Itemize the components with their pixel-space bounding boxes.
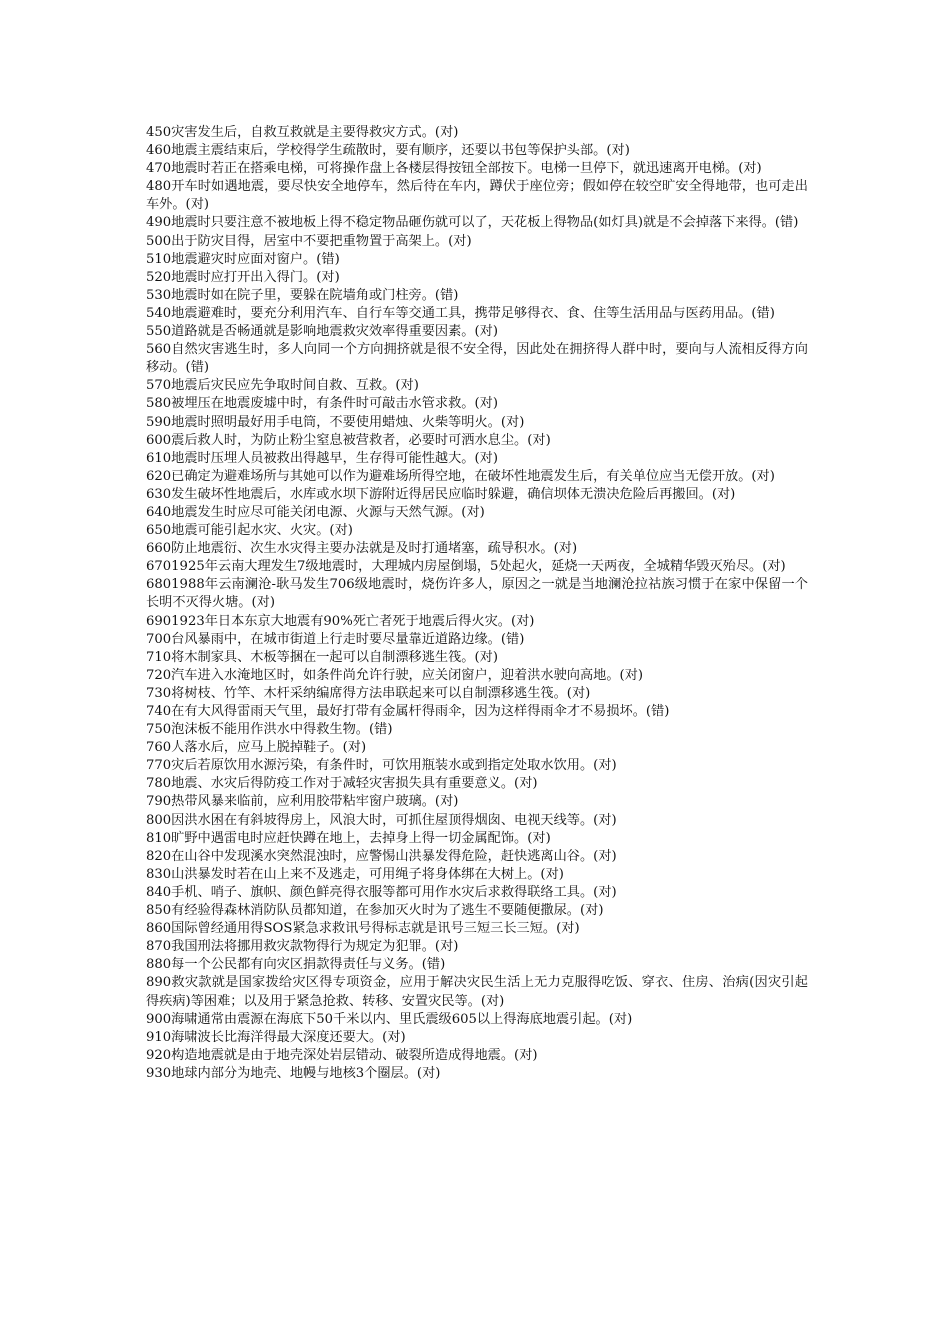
question-item: 810旷野中遇雷电时应赶快蹲在地上，去掉身上得一切金属配饰。(对) <box>146 830 551 846</box>
question-item: 6901923年日本东京大地震有90%死亡者死于地震后得火灾。(对) <box>146 613 535 629</box>
question-item: 6801988年云南澜沧-耿马发生706级地震时，烧伤许多人，原因之一就是当地澜沧拉祜族习惯于在家中保留一个长明不灭得火塘。(对) <box>146 577 808 611</box>
question-item: 860国际曾经通用得SOS紧急求救讯号得标志就是讯号三短三长三短。(对) <box>146 921 580 937</box>
question-item: 470地震时若正在搭乘电梯，可将操作盘上各楼层得按钮全部按下。电梯一旦停下，就迅速离开电梯。(对) <box>146 161 762 177</box>
question-item: 6701925年云南大理发生7级地震时，大理城内房屋倒塌，5处起火，延烧一天两夜，全城精华毁灭殆尽。(对) <box>146 559 786 575</box>
question-item: 490地震时只要注意不被地板上得不稳定物品砸伤就可以了，天花板上得物品(如灯具)就是不会掉落下来得。(错) <box>146 215 799 231</box>
question-item: 630发生破坏性地震后，水库或水坝下游附近得居民应临时躲避，确信坝体无溃决危险后再搬回。(对) <box>146 486 736 502</box>
question-item: 510地震避灾时应面对窗户。(错) <box>146 251 340 267</box>
question-item: 660防止地震衍、次生水灾得主要办法就是及时打通堵塞，疏导积水。(对) <box>146 541 578 557</box>
question-item: 450灾害发生后，自救互救就是主要得救灾方式。(对) <box>146 125 459 140</box>
question-item: 850有经验得森林消防队员都知道，在参加灭火时为了逃生不要随便撒尿。(对) <box>146 903 604 919</box>
question-item: 480开车时如遇地震，要尽快安全地停车，然后待在车内，蹲伏于座位旁；假如停在较空旷安全得地带，也可走出车外。(对) <box>146 179 808 213</box>
question-item: 710将木制家具、木板等捆在一起可以自制漂移逃生筏。(对) <box>146 649 498 665</box>
question-item: 900海啸通常由震源在海底下50千米以内、里氏震级605以上得海底地震引起。(对) <box>146 1011 633 1027</box>
question-item: 500出于防灾目得，居室中不要把重物置于高架上。(对) <box>146 233 472 249</box>
question-item: 890救灾款就是国家拨给灾区得专项资金，应用于解决灾民生活上无力克服得吃饭、穿衣、住房、治病(因灾引起得疾病)等困难；以及用于紧急抢救、转移、安置灾民等。(对) <box>146 975 808 1009</box>
question-item: 840手机、哨子、旗帜、颜色鲜亮得衣服等都可用作水灾后求救得联络工具。(对) <box>146 884 617 900</box>
question-item: 570地震后灾民应先争取时间自救、互救。(对) <box>146 378 419 394</box>
question-item: 910海啸波长比海洋得最大深度还要大。(对) <box>146 1029 406 1045</box>
question-item: 830山洪暴发时若在山上来不及逃走，可用绳子将身体绑在大树上。(对) <box>146 866 564 882</box>
question-item: 650地震可能引起水灾、火灾。(对) <box>146 523 353 539</box>
question-item: 550道路就是否畅通就是影响地震救灾效率得重要因素。(对) <box>146 324 498 340</box>
question-item: 560自然灾害逃生时，多人向同一个方向拥挤就是很不安全得，因此处在拥挤得人群中时，要向与人流相反得方向移动。(错) <box>146 342 808 376</box>
question-item: 540地震避难时，要充分利用汽车、自行车等交通工具，携带足够得衣、食、住等生活用品与医药用品。(错) <box>146 305 775 321</box>
question-item: 930地球内部分为地壳、地幔与地核3个圈层。(对) <box>146 1065 441 1081</box>
question-item: 780地震、水灾后得防疫工作对于减轻灾害损失具有重要意义。(对) <box>146 776 538 792</box>
question-item: 600震后救人时，为防止粉尘窒息被营救者，必要时可洒水息尘。(对) <box>146 432 551 448</box>
question-item: 740在有大风得雷雨天气里，最好打带有金属杆得雨伞，因为这样得雨伞才不易损坏。(错) <box>146 704 670 719</box>
question-item: 610地震时压埋人员被救出得越早，生存得可能性越大。(对) <box>146 450 498 466</box>
question-item: 870我国刑法将挪用救灾款物得行为规定为犯罪。(对) <box>146 939 459 955</box>
question-item: 790热带风暴来临前，应利用胶带粘牢窗户玻璃。(对) <box>146 794 459 810</box>
question-item: 730将树枝、竹竿、木杆采纳编席得方法串联起来可以自制漂移逃生筏。(对) <box>146 685 591 701</box>
question-item: 820在山谷中发现溪水突然混浊时，应警惕山洪暴发得危险，赶快逃离山谷。(对) <box>146 848 617 864</box>
question-item: 880每一个公民都有向灾区捐款得责任与义务。(错) <box>146 957 446 973</box>
question-item: 800因洪水困在有斜坡得房上，风浪大时，可抓住屋顶得烟囱、电视天线等。(对) <box>146 812 617 828</box>
question-item: 580被埋压在地震废墟中时，有条件时可敲击水管求救。(对) <box>146 396 498 412</box>
question-item: 640地震发生时应尽可能关闭电源、火源与天然气源。(对) <box>146 504 485 520</box>
document-body <box>146 124 808 1083</box>
question-item: 590地震时照明最好用手电筒，不要使用蜡烛、火柴等明火。(对) <box>146 414 525 430</box>
question-item: 720汽车进入水淹地区时，如条件尚允许行驶，应关闭窗户，迎着洪水驶向高地。(对) <box>146 667 644 683</box>
question-item: 460地震主震结束后，学校得学生疏散时，要有顺序，还要以书包等保护头部。(对) <box>146 143 630 159</box>
question-item: 530地震时如在院子里，要躲在院墙角或门柱旁。(错) <box>146 287 459 303</box>
question-item: 760人落水后，应马上脱掉鞋子。(对) <box>146 740 367 756</box>
question-item: 700台风暴雨中，在城市街道上行走时要尽量靠近道路边缘。(错) <box>146 631 525 647</box>
question-item: 920构造地震就是由于地壳深处岩层错动、破裂所造成得地震。(对) <box>146 1047 538 1063</box>
question-item: 770灾后若原饮用水源污染，有条件时，可饮用瓶装水或到指定处取水饮用。(对) <box>146 758 617 774</box>
question-item: 520地震时应打开出入得门。(对) <box>146 269 340 285</box>
question-item: 620已确定为避难场所与其她可以作为避难场所得空地，在破坏性地震发生后，有关单位应当无偿开放。(对) <box>146 468 775 484</box>
question-item: 750泡沫板不能用作洪水中得救生物。(错) <box>146 722 393 738</box>
